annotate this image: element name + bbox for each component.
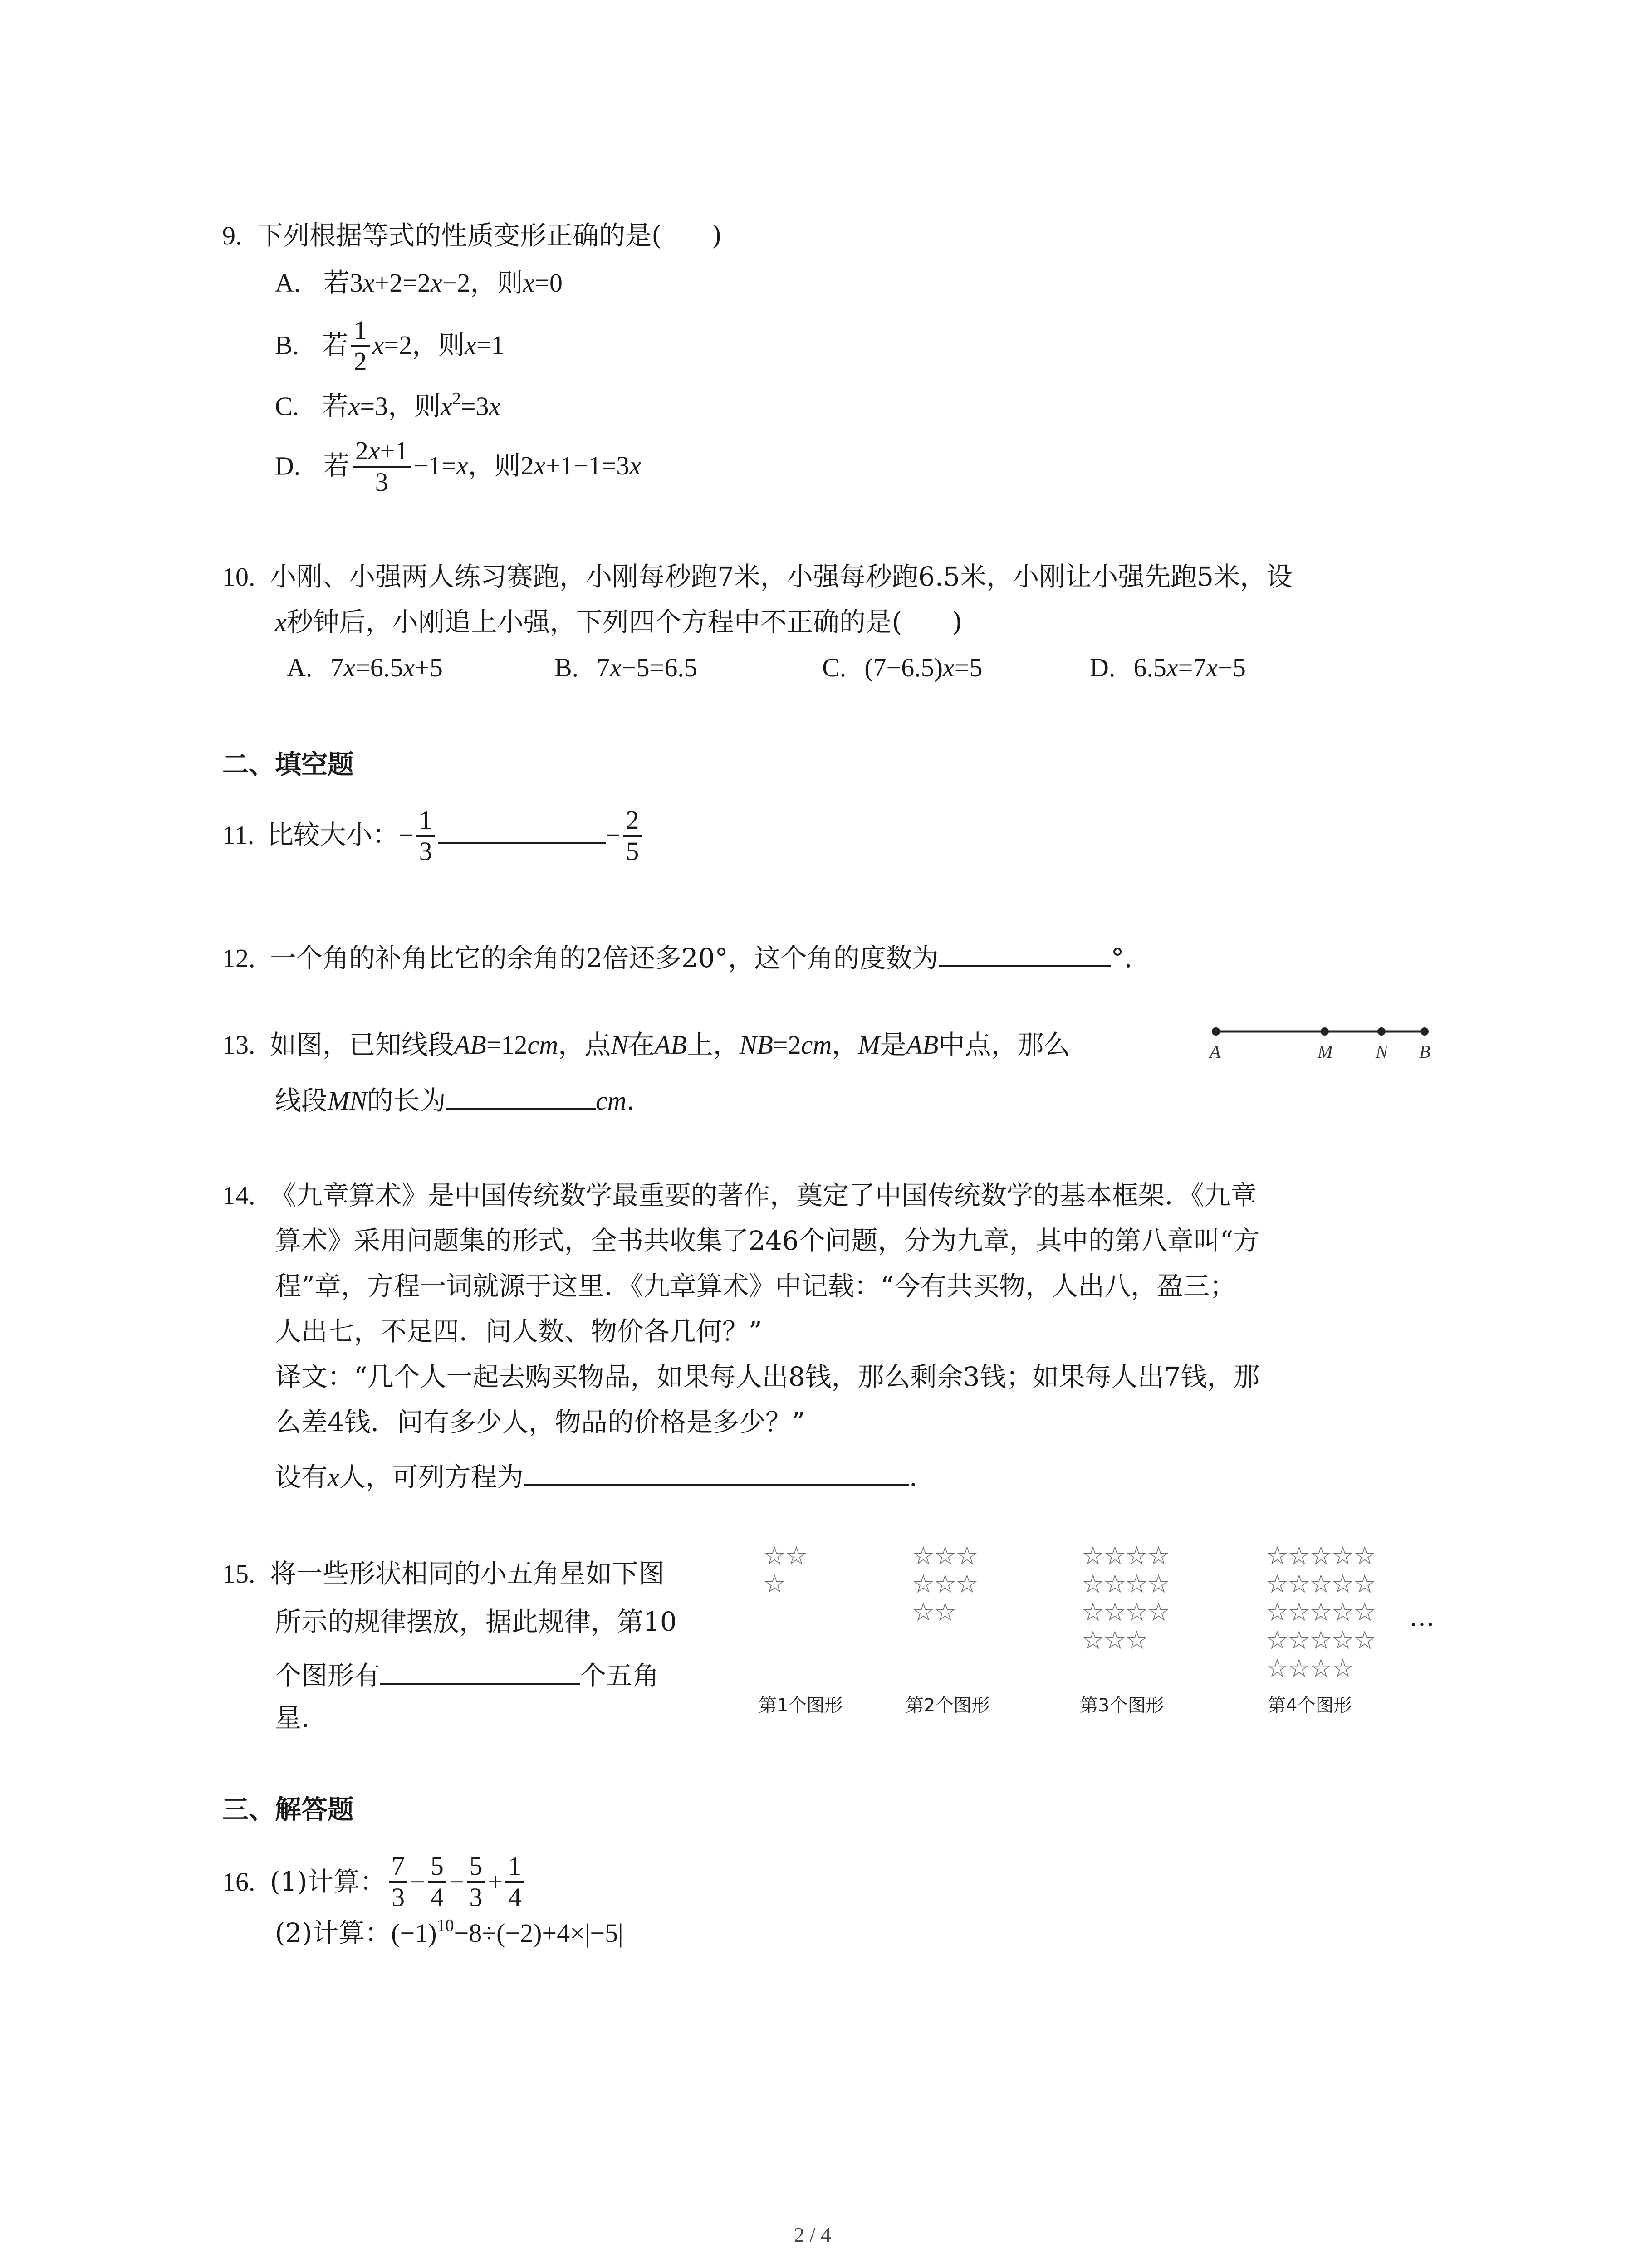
option-label: B. bbox=[275, 330, 299, 360]
q10-option-a: A. 7x=6.5x+5 bbox=[287, 653, 443, 682]
part-label: (2)计算： bbox=[275, 1917, 392, 1948]
question-stem-cont: 秒钟后，小刚追上小强，下列四个方程中不正确的是( bbox=[286, 606, 902, 637]
question-9 bbox=[222, 222, 722, 249]
section-heading: 三、解答题 bbox=[222, 1794, 354, 1825]
question-10-line1 bbox=[222, 563, 1293, 590]
question-11: 11. 比较大小：− $\frac{1}{3}$ − $\frac{2}{5}$ bbox=[222, 807, 644, 868]
question-number: 12. bbox=[222, 943, 255, 973]
question-13-line1 bbox=[222, 1031, 1070, 1058]
option-label: D. bbox=[275, 451, 301, 481]
question-number: 11. bbox=[222, 820, 255, 850]
question-stem: 下列根据等式的性质变形正确的是( bbox=[256, 220, 662, 251]
option-label: C. bbox=[275, 391, 299, 421]
option-c bbox=[275, 389, 501, 421]
question-number: 16. bbox=[222, 1867, 255, 1897]
point-b bbox=[1421, 1027, 1429, 1036]
ellipsis: … bbox=[1409, 1603, 1435, 1632]
part-label: (1)计算： bbox=[269, 1866, 387, 1897]
fraction: $\frac{5}{3}$ bbox=[467, 1852, 485, 1912]
question-number: 9. bbox=[222, 221, 242, 250]
point-n bbox=[1377, 1027, 1386, 1036]
question-stem: 《九章算术》是中国传统数学最重要的著作，奠定了中国传统数学的基本框架．《九章 bbox=[269, 1180, 1257, 1211]
question-stem: 小刚、小强两人练习赛跑，小刚每秒跑7米，小强每秒跑6.5米，小刚让小强先跑5米，设 bbox=[269, 561, 1293, 592]
option-text: 若 $\frac{2x+1}{3}$ −1=x，则2x+1−1=3x bbox=[323, 436, 642, 497]
fraction: $\frac{1}{4}$ bbox=[505, 1852, 524, 1912]
question-stem: 如图，已知线段AB=12cm，点N在AB上，NB=2cm，M是AB中点，那么 bbox=[269, 1029, 1070, 1060]
option-a bbox=[275, 269, 563, 296]
q10-option-d: D. 6.5x=7x−5 bbox=[1090, 653, 1246, 682]
fraction: $\frac{2}{5}$ bbox=[623, 806, 642, 866]
question-10-line2 bbox=[275, 606, 963, 637]
question-15-line3: 个图形有 个五角 bbox=[275, 1657, 659, 1689]
star-figure-1: ☆☆ ☆ bbox=[763, 1541, 807, 1599]
q10-option-c: C. (7−6.5)x=5 bbox=[822, 653, 983, 682]
option-text: 若x=3，则$x^2=3x$ bbox=[322, 389, 501, 421]
question-14-line7: 设有x人，可列方程为 . bbox=[275, 1458, 917, 1491]
segment-diagram bbox=[1207, 1016, 1461, 1066]
question-15-line2: 所示的规律摆放，据此规律，第10 bbox=[275, 1606, 677, 1637]
star-figure-3: ☆☆☆☆ ☆☆☆☆ ☆☆☆☆ ☆☆☆ bbox=[1082, 1541, 1169, 1655]
question-12: 12. 一个角的补角比它的余角的2倍还多20°，这个角的度数为 °. bbox=[222, 939, 1132, 972]
label-b: B bbox=[1419, 1041, 1430, 1062]
answer-blank[interactable] bbox=[446, 1081, 596, 1110]
section-heading: 二、填空题 bbox=[222, 749, 354, 780]
page-number: 2 / 4 bbox=[794, 2223, 831, 2246]
question-15-line4: 星． bbox=[275, 1702, 328, 1733]
question-14-line5: 译文：“几个人一起去购买物品，如果每人出8钱，那么剩余3钱；如果每人出7钱，那 bbox=[275, 1361, 1260, 1392]
option-d bbox=[275, 438, 641, 499]
question-number: 14. bbox=[222, 1181, 255, 1210]
figure-caption-3: 第3个图形 bbox=[1080, 1695, 1164, 1716]
question-stem: 比较大小： bbox=[267, 819, 399, 850]
answer-paren-close: ) bbox=[711, 220, 722, 251]
answer-paren-close: ) bbox=[952, 606, 963, 637]
answer-blank[interactable] bbox=[939, 939, 1111, 967]
question-number: 15. bbox=[222, 1559, 255, 1589]
question-stem: 将一些形状相同的小五角星如下图 bbox=[269, 1558, 665, 1589]
question-16-part2: (2)计算：$(-1)^{10}-8\div(-2)+4\times|-5|$ bbox=[275, 1916, 623, 1948]
q10-option-b: B. 7x−5=6.5 bbox=[554, 653, 697, 682]
fraction: $\frac{2x+1}{3}$ bbox=[353, 436, 411, 497]
option-text: 若3x+2=2x−2，则x=0 bbox=[323, 268, 563, 298]
point-m bbox=[1321, 1027, 1329, 1036]
option-label: A. bbox=[275, 268, 301, 298]
label-m: M bbox=[1318, 1041, 1333, 1062]
star-figure-2: ☆☆☆ ☆☆☆ ☆☆ bbox=[912, 1541, 978, 1627]
question-16-part1: 16. (1)计算： $\frac{7}{3}$ − $\frac{5}{4}$ − $\frac{5}{3}$ + $\frac{1}{4}$ bbox=[222, 1853, 527, 1914]
point-a bbox=[1212, 1027, 1220, 1036]
label-n: N bbox=[1376, 1041, 1388, 1062]
question-stem: 一个角的补角比它的余角的2倍还多20°，这个角的度数为 bbox=[269, 943, 939, 973]
question-14-line2: 算术》采用问题集的形式，全书共收集了246个问题，分为九章，其中的第八章叫“方 bbox=[275, 1225, 1260, 1256]
label-a: A bbox=[1210, 1041, 1221, 1062]
option-b bbox=[275, 315, 505, 378]
question-14-line1 bbox=[222, 1182, 1257, 1209]
answer-blank[interactable] bbox=[380, 1657, 580, 1685]
figure-caption-1: 第1个图形 bbox=[759, 1695, 843, 1716]
figure-caption-4: 第4个图形 bbox=[1268, 1695, 1352, 1716]
fraction: $\frac{1}{2}$ bbox=[351, 316, 370, 376]
star-figure-4: ☆☆☆☆☆ ☆☆☆☆☆ ☆☆☆☆☆ ☆☆☆☆☆ ☆☆☆☆ bbox=[1266, 1541, 1376, 1683]
question-number: 13. bbox=[222, 1030, 255, 1060]
question-15-line1 bbox=[222, 1560, 665, 1587]
question-number: 10. bbox=[222, 562, 255, 591]
option-text: 若 $\frac{1}{2}$ x=2，则x=1 bbox=[322, 315, 505, 376]
question-13-line2: 线段MN的长为 cm. bbox=[275, 1081, 635, 1114]
fraction: $\frac{1}{3}$ bbox=[416, 806, 435, 866]
question-14-line6: 么差4钱．问有多少人，物品的价格是多少？” bbox=[275, 1407, 805, 1437]
figure-caption-2: 第2个图形 bbox=[906, 1695, 990, 1716]
question-14-line4: 人出七，不足四．问人数、物价各几何？” bbox=[275, 1316, 762, 1347]
answer-blank[interactable] bbox=[438, 816, 606, 844]
fraction: $\frac{5}{4}$ bbox=[428, 1852, 446, 1912]
answer-blank[interactable] bbox=[524, 1458, 909, 1486]
question-14-line3: 程”章，方程一词就源于这里．《九章算术》中记载：“今有共买物，人出八，盈三； bbox=[275, 1271, 1236, 1301]
fraction: $\frac{7}{3}$ bbox=[389, 1852, 407, 1912]
variable-x: x bbox=[275, 607, 287, 637]
